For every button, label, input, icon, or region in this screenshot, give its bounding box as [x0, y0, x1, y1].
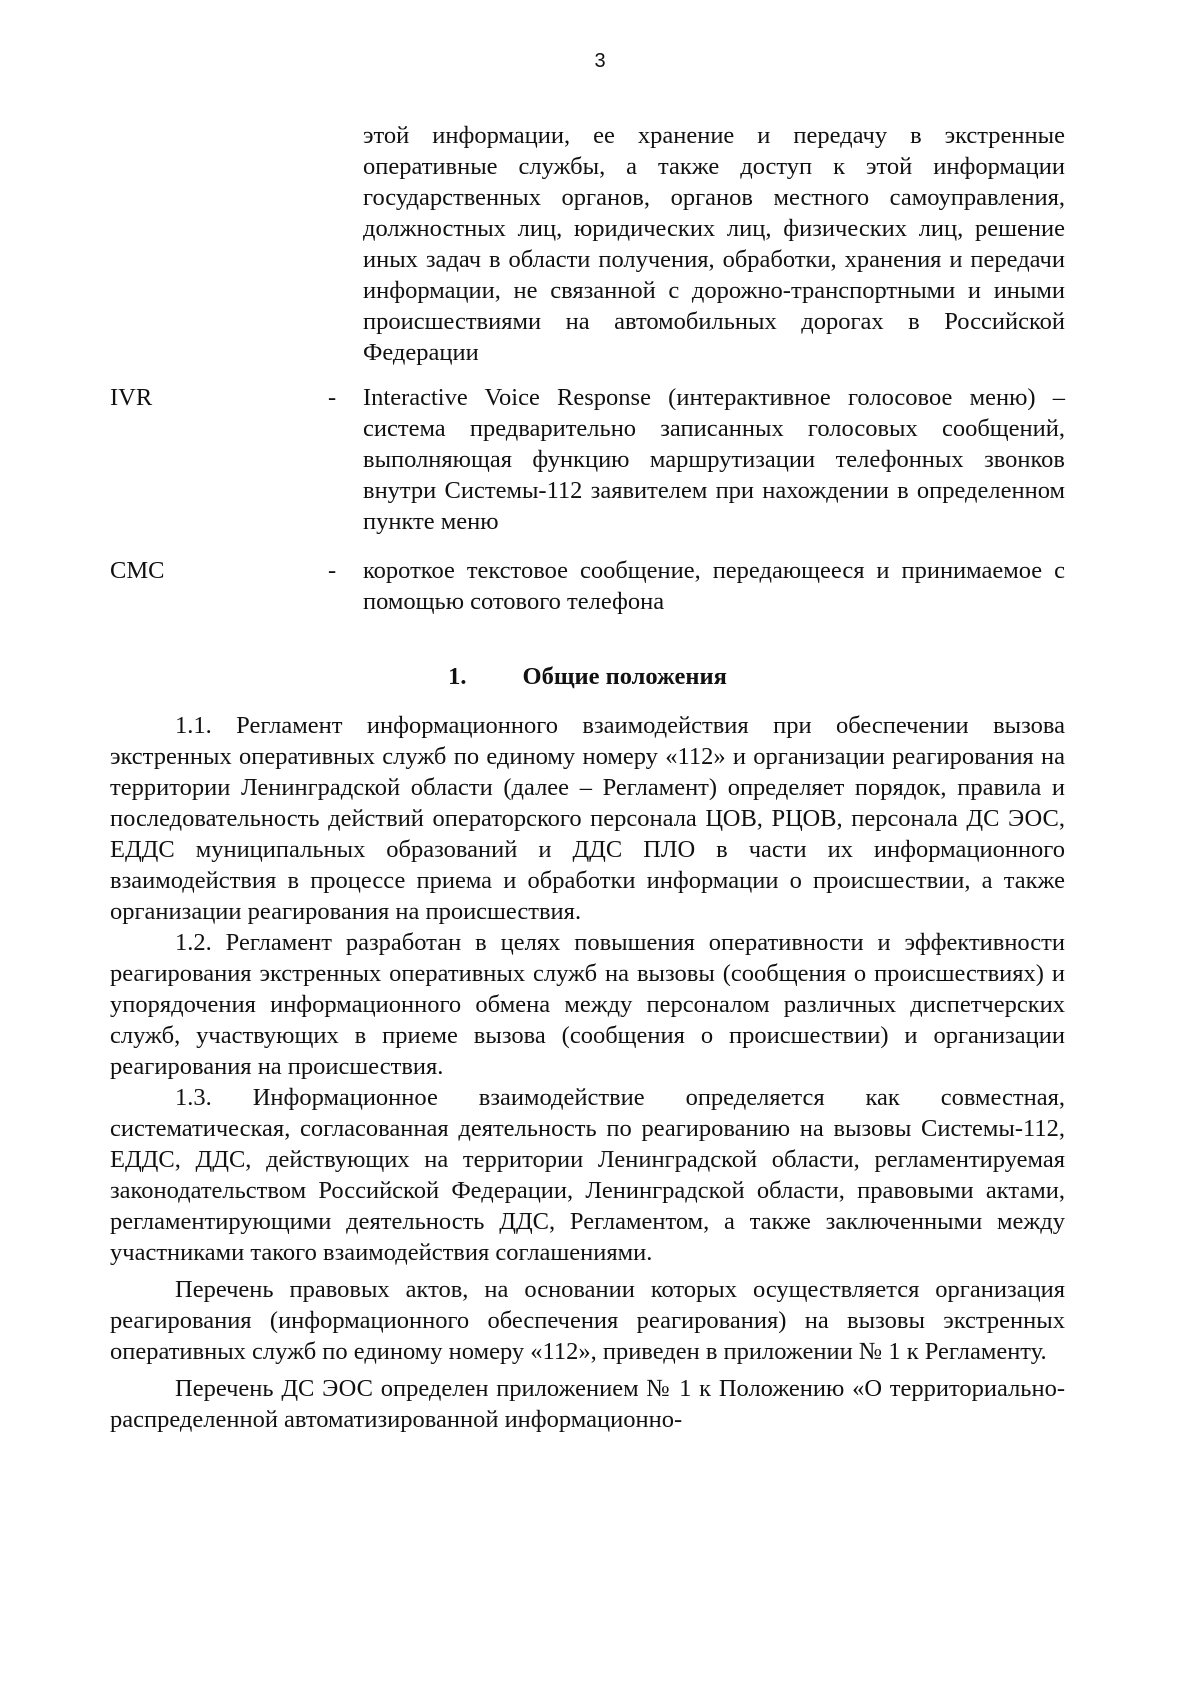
- definition-dash: -: [328, 384, 337, 411]
- paragraph-legal-acts: Перечень правовых актов, на основании которых осуществляется организация реагирования (информационного обеспечения реагирования) на вызовы экстренных оперативных служб по единому номеру «112», приведен в приложении № 1 к Регламенту.: [110, 1276, 1065, 1365]
- definition-ivr: [110, 382, 1065, 537]
- definition-continuation: этой информации, ее хранение и передачу в экстренные оперативные службы, а также доступ к этой информации государственных органов, органов местного самоуправления, должностных лиц, юридических лиц, физических лиц, решение иных задач в области получения, обработки, хранения и передачи информации, не связанной с дорожно-транспортными и иными происшествиями на автомобильных дорогах в Российской Федерации: [363, 122, 1065, 366]
- paragraph-1-3: 1.3. Информационное взаимодействие определяется как совместная, систематическая, согласованная деятельность по реагированию на вызовы Системы-112, ЕДДС, ДДС, действующих на территории Ленинградской области, регламентируемая законодательством Российской Федерации, Ленинградской области, правовыми актами, регламентирующими деятельность ДДС, Регламентом, а также заключенными между участниками такого взаимодействия соглашениями.: [110, 1084, 1065, 1266]
- definition-sms: [110, 555, 1065, 617]
- paragraph-1-1: 1.1. Регламент информационного взаимодействия при обеспечении вызова экстренных оперативных служб по единому номеру «112» и организации реагирования на территории Ленинградской области (далее – Регламент) определяет порядок, правила и последовательность действий операторского персонала ЦОВ, РЦОВ, персонала ДС ЭОС, ЕДДС муниципальных образований и ДДС ПЛО в части их информационного взаимодействия в процессе приема и обработки информации о происшествии, а также организации реагирования на происшествия.: [110, 712, 1065, 925]
- definition-term: СМС: [110, 557, 165, 584]
- section-title: Общие положения: [522, 663, 727, 690]
- definition-text: Interactive Voice Response (интерактивное голосовое меню) – система предварительно записанных голосовых сообщений, выполняющая функцию маршрутизации телефонных звонков внутри Системы-112 заявителем при нахождении в определенном пункте меню: [363, 384, 1065, 535]
- paragraph-ds-eos-list: Перечень ДС ЭОС определен приложением № 1 к Положению «О территориально-распределенной автоматизированной информационно-: [110, 1375, 1065, 1433]
- definition-term: IVR: [110, 384, 153, 411]
- document-body: [110, 120, 1065, 1435]
- section-heading: [110, 661, 1065, 692]
- definition-dash: -: [328, 557, 337, 584]
- paragraph-1-2: 1.2. Регламент разработан в целях повышения оперативности и эффективности реагирования экстренных оперативных служб на вызовы (сообщения о происшествиях) и упорядочения информационного обмена между персоналом различных диспетчерских служб, участвующих в приеме вызова (сообщения о происшествии) и организации реагирования на происшествия.: [110, 929, 1065, 1080]
- page-number: 3: [594, 50, 606, 72]
- definition-text: короткое текстовое сообщение, передающееся и принимаемое с помощью сотового телефона: [363, 557, 1065, 615]
- section-number: 1.: [448, 663, 467, 690]
